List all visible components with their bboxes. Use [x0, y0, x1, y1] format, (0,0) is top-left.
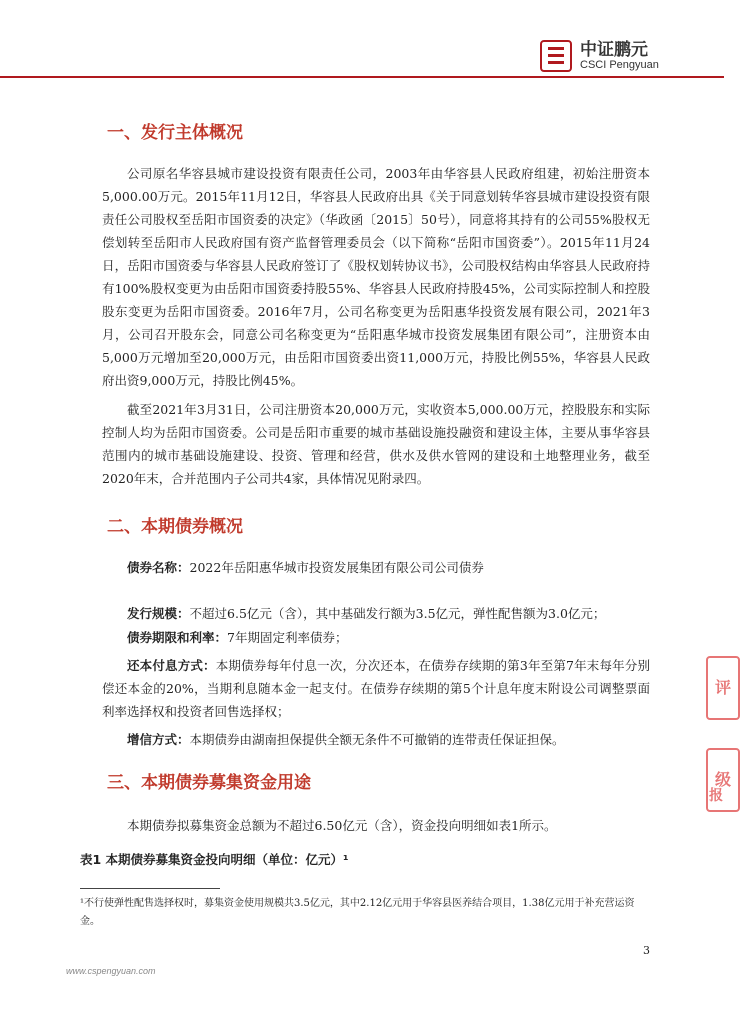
repayment-method — [102, 654, 650, 723]
brand-name-cn: 中证鹏元 — [580, 39, 648, 60]
repayment-method-value: 本期债券每年付息一次，分次还本，在债券存续期的第3年至第7年末每年分别偿还本金的20%，当期利息随本金一起支付。在债券存续期的第5个计息年度末附设公司调整票面利率选择权和投资者回售选择权； — [102, 658, 650, 719]
bond-name-label: 债券名称： — [127, 560, 190, 575]
credit-enhancement — [102, 728, 650, 751]
section1-paragraph-2: 截至2021年3月31日，公司注册资本20,000万元，实收资本5,000.00万元，控股股东和实际控制人均为岳阳市国资委。公司是岳阳市重要的城市基础设施投融资和建设主体，主要从事华容县范围内的城市基础设施建设、投资、管理和经营，供水及供水管网的建设和土地整理业务，截至2020年末，合并范围内子公司共4家，具体情况见附录四。 — [102, 402, 650, 486]
footnote: ¹不行使弹性配售选择权时，募集资金使用规模共3.5亿元，其中2.12亿元用于华容县医养结合项目，1.38亿元用于补充营运资金。 — [80, 898, 635, 927]
rating-stamp-1: 评 — [706, 656, 740, 720]
section1-paragraph-1: 公司原名华容县城市建设投资有限责任公司，2003年由华容县人民政府组建，初始注册资本5,000.00万元。2015年11月12日，华容县人民政府出具《关于同意划转华容县城市建设投资有限责任公司股权至岳阳市国资委的决定》（华政函〔2015〕50号），同意将其持有的公司55%股权无偿划转至岳阳市人民政府国有资产监督管理委员会（以下简称“岳阳市国资委”）。2015年11月24日，岳阳市国资委与华容县人民政府签订了《股权划转协议书》，公司股权结构由华容县人民政府持有100%股权变更为由岳阳市国资委持股55%、华容县人民政府持股45%，公司实际控制人和控股股东变更为岳阳市国资委。2016年7月，公司名称变更为岳阳惠华投资发展有限公司，2021年3月，公司召开股东会，同意公司名称变更为“岳阳惠华城市投资发展集团有限公司”，注册资本由5,000万元增加至20,000万元，由岳阳市国资委出资11,000万元，持股比例55%，华容县人民政府出资9,000万元，持股比例45%。 — [102, 166, 650, 388]
bond-term-value: 7年期固定利率债券； — [227, 630, 348, 645]
footnote-divider — [80, 888, 220, 889]
section3-paragraph-1: 本期债券拟募集资金总额为不超过6.50亿元（含），资金投向明细如表1所示。 — [127, 818, 557, 833]
issue-scale — [102, 602, 650, 625]
page-number: 3 — [643, 944, 650, 957]
logo-mark-icon — [540, 40, 572, 72]
repayment-method-label: 还本付息方式： — [127, 658, 216, 673]
brand-name-en: CSCI Pengyuan — [580, 58, 659, 71]
brand-logo — [540, 40, 659, 72]
footer-url: www.cspengyuan.com — [66, 966, 156, 976]
rating-stamp-3: 报 — [709, 788, 723, 804]
issue-scale-label: 发行规模： — [127, 606, 190, 621]
section3-title: 三、本期债券募集资金用途 — [107, 773, 311, 793]
section1-title: 一、发行主体概况 — [107, 123, 243, 143]
table-caption: 表1 本期债券募集资金投向明细（单位：亿元）¹ — [80, 852, 349, 867]
credit-enhancement-label: 增信方式： — [127, 732, 190, 747]
header-divider — [0, 76, 724, 78]
bond-name-value: 2022年岳阳惠华城市投资发展集团有限公司公司债券 — [189, 560, 484, 575]
credit-enhancement-value: 本期债券由湖南担保提供全额无条件不可撤销的连带责任保证担保。 — [189, 732, 565, 747]
bond-name — [102, 556, 650, 579]
section2-title: 二、本期债券概况 — [107, 517, 243, 537]
rating-stamp-2: 级 — [706, 748, 740, 812]
bond-term — [102, 626, 650, 649]
issue-scale-value: 不超过6.5亿元（含），其中基础发行额为3.5亿元，弹性配售额为3.0亿元； — [189, 606, 606, 621]
bond-term-label: 债券期限和利率： — [127, 630, 228, 645]
